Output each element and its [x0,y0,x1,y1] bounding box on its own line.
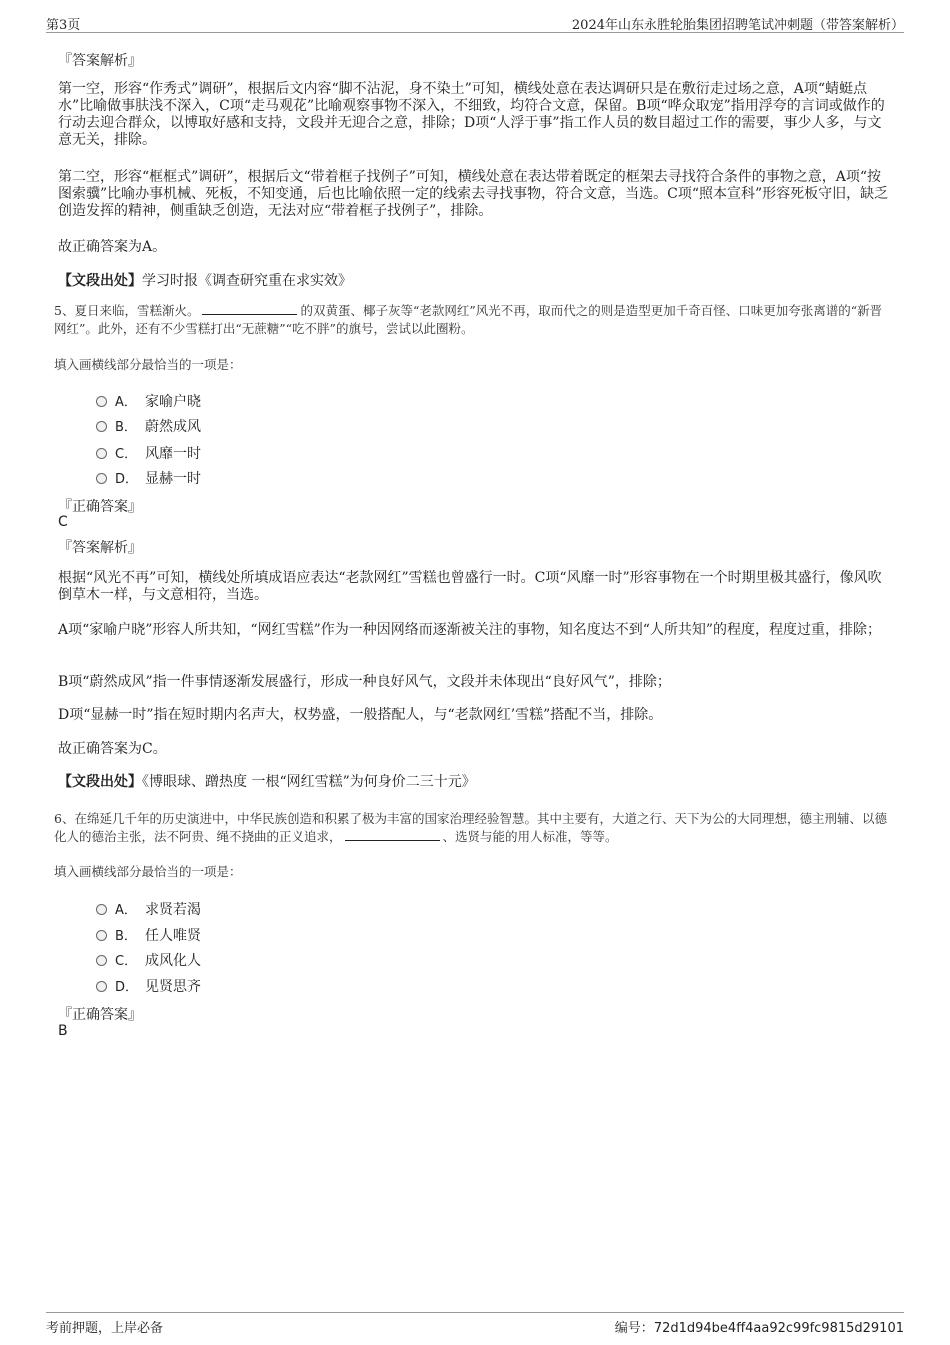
q5-option-d[interactable]: D． 显赫一时 [96,468,201,486]
q6-answer-label: 『正确答案』 [58,1007,142,1023]
radio-icon[interactable] [96,904,107,915]
page-header [46,14,904,33]
radio-icon[interactable] [96,955,107,966]
q6-stem [54,810,894,846]
q5-answer: C [58,514,68,530]
q6-answer: B [58,1023,68,1039]
q4-analysis-label: 『答案解析』 [58,53,142,69]
q5-answer-label: 『正确答案』 [58,499,142,515]
q4-source-label: 【文段出处】 [58,273,142,289]
q5-analysis-para3: B项“蔚然成风”指一件事情逐渐发展盛行，形成一种良好风气，文段并未体现出“良好风气”，排除； [58,674,671,690]
q5-source-label: 【文段出处】 [58,774,142,790]
q6-option-a[interactable]: A． 求贤若渴 [96,899,201,917]
q6-option-b[interactable]: B． 任人唯贤 [96,925,201,943]
q5-analysis-para4: D项“显赫一时”指在短时期内名声大，权势盛，一般搭配人，与“老款网红’雪糕”搭配不当，排除。 [58,707,663,723]
radio-icon[interactable] [96,930,107,941]
q5-source-text: 《博眼球、蹭热度 一根“网红雪糕”为何身价二三十元》 [142,774,476,790]
q6-blank [345,828,440,841]
q5-stem-post: 的双黄蛋、椰子灰等“老款网红”风光不再，取而代之的则是造型更加千奇百怪、口味更加夸张离谱的“新晋网红”。此外，还有不少雪糕打出“无蔗糖”“吃不胖”的旗号，尝试以此圈粉。 [54,303,883,336]
q4-source [58,273,892,290]
radio-icon[interactable] [96,981,107,992]
page-footer [46,1312,904,1336]
radio-icon[interactable] [96,448,107,459]
page-number: 第3页 [46,18,81,33]
q5-blank [202,302,297,315]
q6-prompt: 填入画横线部分最恰当的一项是： [54,864,242,879]
radio-icon[interactable] [96,473,107,484]
footer-code-label: 编号： [614,1321,654,1336]
q4-conclusion: 故正确答案为A。 [58,239,167,255]
footer-code-value: 72d1d94be4ff4aa92c99fc9815d29101 [653,1321,904,1336]
q6-option-c[interactable]: C． 成风化人 [96,950,201,968]
q5-analysis-para2: A项“家喻户晓”形容人所共知，“网红雪糕”作为一种因网络而逐渐被关注的事物，知名度达不到“人所共知”的程度，程度过重，排除； [58,622,882,638]
q6-stem-pre: 6、在绵延几千年的历史演进中，中华民族创造和积累了极为丰富的国家治理经验智慧。其中主要有，大道之行、天下为公的大同理想，德主刑辅、以德化人的德治主张，法不阿贵、绳不挠曲的正义追求， [54,811,887,844]
q4-analysis-para2: 第二空，形容“框框式”调研”，根据后文“带着框子找例子”可知，横线处意在表达带着既定的框架去寻找符合条件的事物之意，A项“按图索骥”比喻办事机械、死板，不知变通，后也比喻依照一定的线索去寻找事物，符合文意，当选。C项“照本宣科”形容死板守旧，缺乏创造发挥的精神，侧重缺乏创造，无法对应“带着框子找例子”，排除。 [58,169,889,219]
radio-icon[interactable] [96,396,107,407]
q5-analysis-label: 『答案解析』 [58,540,142,556]
q5-option-a[interactable]: A． 家喻户晓 [96,391,201,409]
q5-option-c[interactable]: C． 风靡一时 [96,443,201,461]
q4-source-text: 学习时报《调查研究重在求实效》 [142,273,352,289]
q5-prompt: 填入画横线部分最恰当的一项是： [54,357,242,372]
q5-stem [54,302,894,338]
q5-option-b[interactable]: B． 蔚然成风 [96,416,201,434]
q6-stem-post: 、选贤与能的用人标准，等等。 [442,829,618,844]
radio-icon[interactable] [96,421,107,432]
q5-source [58,774,892,791]
document-title: 2024年山东永胜轮胎集团招聘笔试冲刺题（带答案解析） [571,18,904,33]
footer-slogan: 考前押题，上岸必备 [46,1321,164,1336]
q5-conclusion: 故正确答案为C。 [58,741,167,757]
q5-analysis-para1: 根据“风光不再”可知，横线处所填成语应表达“老款网红”雪糕也曾盛行一时。C项“风靡一时”形容事物在一个时期里极其盛行，像风吹倒草木一样，与文意相符，当选。 [58,570,882,603]
footer-code [615,1317,904,1336]
q6-option-d[interactable]: D． 见贤思齐 [96,976,201,994]
q4-analysis-para1: 第一空，形容“作秀式”调研”，根据后文内容“脚不沾泥，身不染土”可知，横线处意在表达调研只是在敷衍走过场之意，A项“蜻蜓点水”比喻做事肤浅不深入，C项“走马观花”比喻观察事物不深入，不细致，均符合文意，保留。B项“哗众取宠”指用浮夸的言词或做作的行动去迎合群众，以博取好感和支持，文段并无迎合之意，排除；D项“人浮于事”指工作人员的数目超过工作的需要，事少人多，与文意无关，排除。 [58,81,885,148]
q5-stem-pre: 5、夏日来临，雪糕渐火。 [54,303,200,318]
